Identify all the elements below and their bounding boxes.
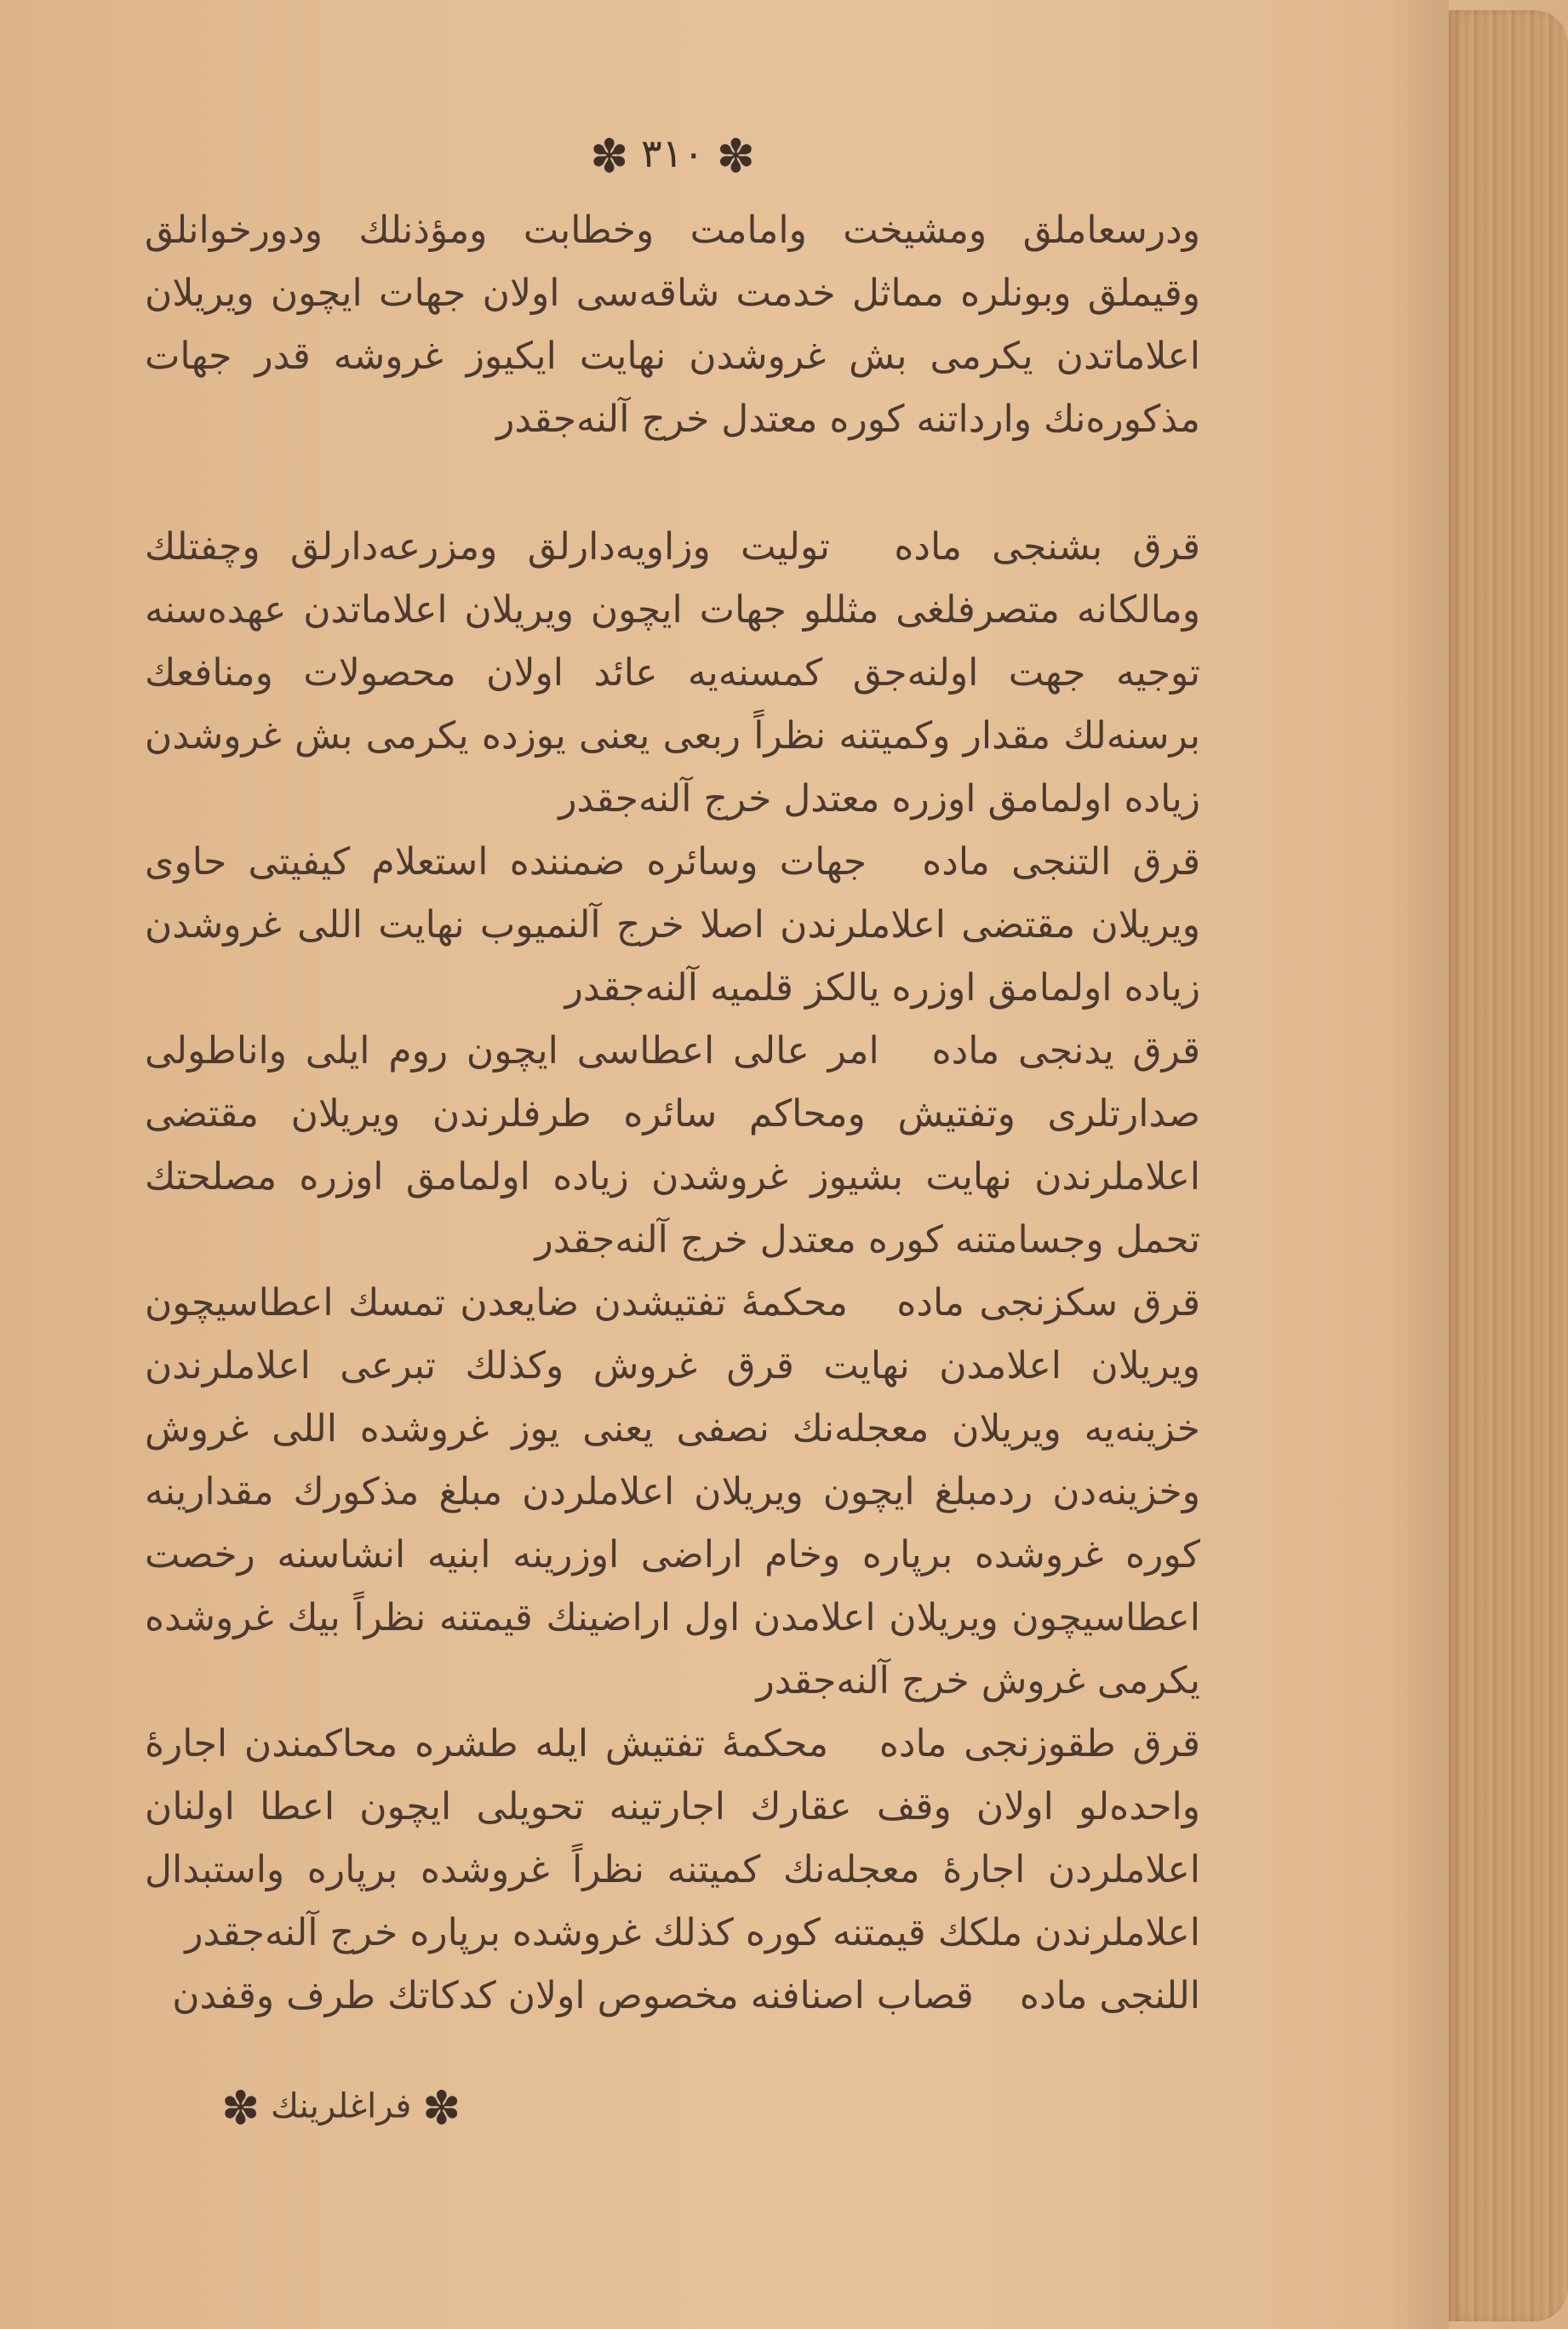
- gutter-shadow: [1389, 0, 1449, 2329]
- article-heading: اللنجى ماده: [1019, 1973, 1200, 2017]
- article-47: [145, 1020, 1200, 1272]
- paragraph-text: جهات وسائره ضمننده استعلام كيفيتى حاوى ويريلان مقتضى اعلاملرندن اصلا خرج آلنميوب نهايت اللى غروشدن زياده اولمامق اوزره يالكز قلميه آلنه‌جقدر: [145, 839, 1200, 1010]
- paragraph-text: توليت وزاويه‌دارلق ومزرعه‌دارلق وچفتلك ومالكانه متصرفلغى مثللو جهات ايچون ويريلان اعلاماتدن عهده‌سنه توجيه جهت اولنه‌جق كمسنه‌يه عائد اولان محصولات ومنافعك برسنه‌لك مقدار وكميتنه نظراً ربعى يعنى يوزده يكرمى بش غروشدن زياده اولمامق اوزره معتدل خرج آلنه‌جقدر: [145, 524, 1200, 821]
- catchword-text: فراغلرينك: [270, 2086, 412, 2126]
- paragraph-text: محكمهٔ تفتيش ايله طشره محاكمندن اجارهٔ واحده‌لو اولان وقف عقارك اجارتينه تحويلى ايچون اعطا اولنان اعلاملردن اجارهٔ معجله‌نك كميتنه نظراً غروشده برپاره واستبدال اعلاملرندن ملكك قيمتنه كوره كذلك غروشده برپاره خرج آلنه‌جقدر: [145, 1721, 1200, 1954]
- paragraph-text: امر عالى اعطاسى ايچون روم ايلى واناطولى صدارتلرى وتفتيش ومحاكم سائره طرفلرندن ويريلان مقتضى اعلاملرندن نهايت بشيوز غروشدن زياده اولمامق اوزره مصلحتك تحمل وجسامتنه كوره معتدل خرج آلنه‌جقدر: [145, 1028, 1200, 1262]
- paragraph-continuation: [145, 199, 1200, 451]
- article-49: [145, 1713, 1200, 1965]
- folio-number: ٣١٠: [640, 130, 705, 176]
- article-50: [145, 1965, 1200, 2028]
- page-edges: [1449, 10, 1568, 2321]
- text-block: [145, 119, 1200, 2028]
- article-heading: قرق يدنجى ماده: [931, 1028, 1200, 1073]
- catchword: [221, 2081, 461, 2135]
- article-heading: قرق التنجى ماده: [922, 839, 1200, 884]
- ornament-icon: ✽: [716, 129, 755, 183]
- article-heading: قرق طقوزنجى ماده: [878, 1721, 1200, 1765]
- ornament-icon: ✽: [590, 129, 629, 183]
- article-46: [145, 831, 1200, 1020]
- paragraph-text: ودرسعاملق ومشيخت وامامت وخطابت ومؤذنلك ودورخوانلق وقيملق وبونلره مماثل خدمت شاقه‌سى اولان جهات ايچون ويريلان اعلاماتدن يكرمى بش غروشدن نهايت ايكيوز غروشه قدر جهات مذكوره‌نك وارداتنه كوره معتدل خرج آلنه‌جقدر: [145, 208, 1200, 441]
- article-48: [145, 1272, 1200, 1713]
- article-45: [145, 516, 1200, 831]
- page-number: [145, 119, 1200, 191]
- ornament-icon: ✽: [221, 2081, 260, 2135]
- article-heading: قرق سكزنجى ماده: [896, 1280, 1200, 1325]
- paragraph-text: قصاب اصنافنه مخصوص اولان كدكاتك طرف وقفدن: [172, 1973, 974, 2017]
- article-heading: قرق بشنجى ماده: [894, 524, 1200, 569]
- paragraph-text: محكمهٔ تفتيشدن ضايعدن تمسك اعطاسيچون ويريلان اعلامدن نهايت قرق غروش وكذلك تبرعى اعلاملرندن خزينه‌يه ويريلان معجله‌نك نصفى يعنى يوز غروشده اللى غروش وخزينه‌دن ردمبلغ ايچون ويريلان اعلاملردن مبلغ مذكورك مقدارينه كوره غروشده برپاره وخام اراضى اوزرينه ابنيه انشاسنه رخصت اعطاسيچون ويريلان اعلامدن اول اراضينك قيمتنه نظراً بيك غروشده يكرمى غروش خرج آلنه‌جقدر: [145, 1280, 1200, 1702]
- ornament-icon: ✽: [422, 2081, 461, 2135]
